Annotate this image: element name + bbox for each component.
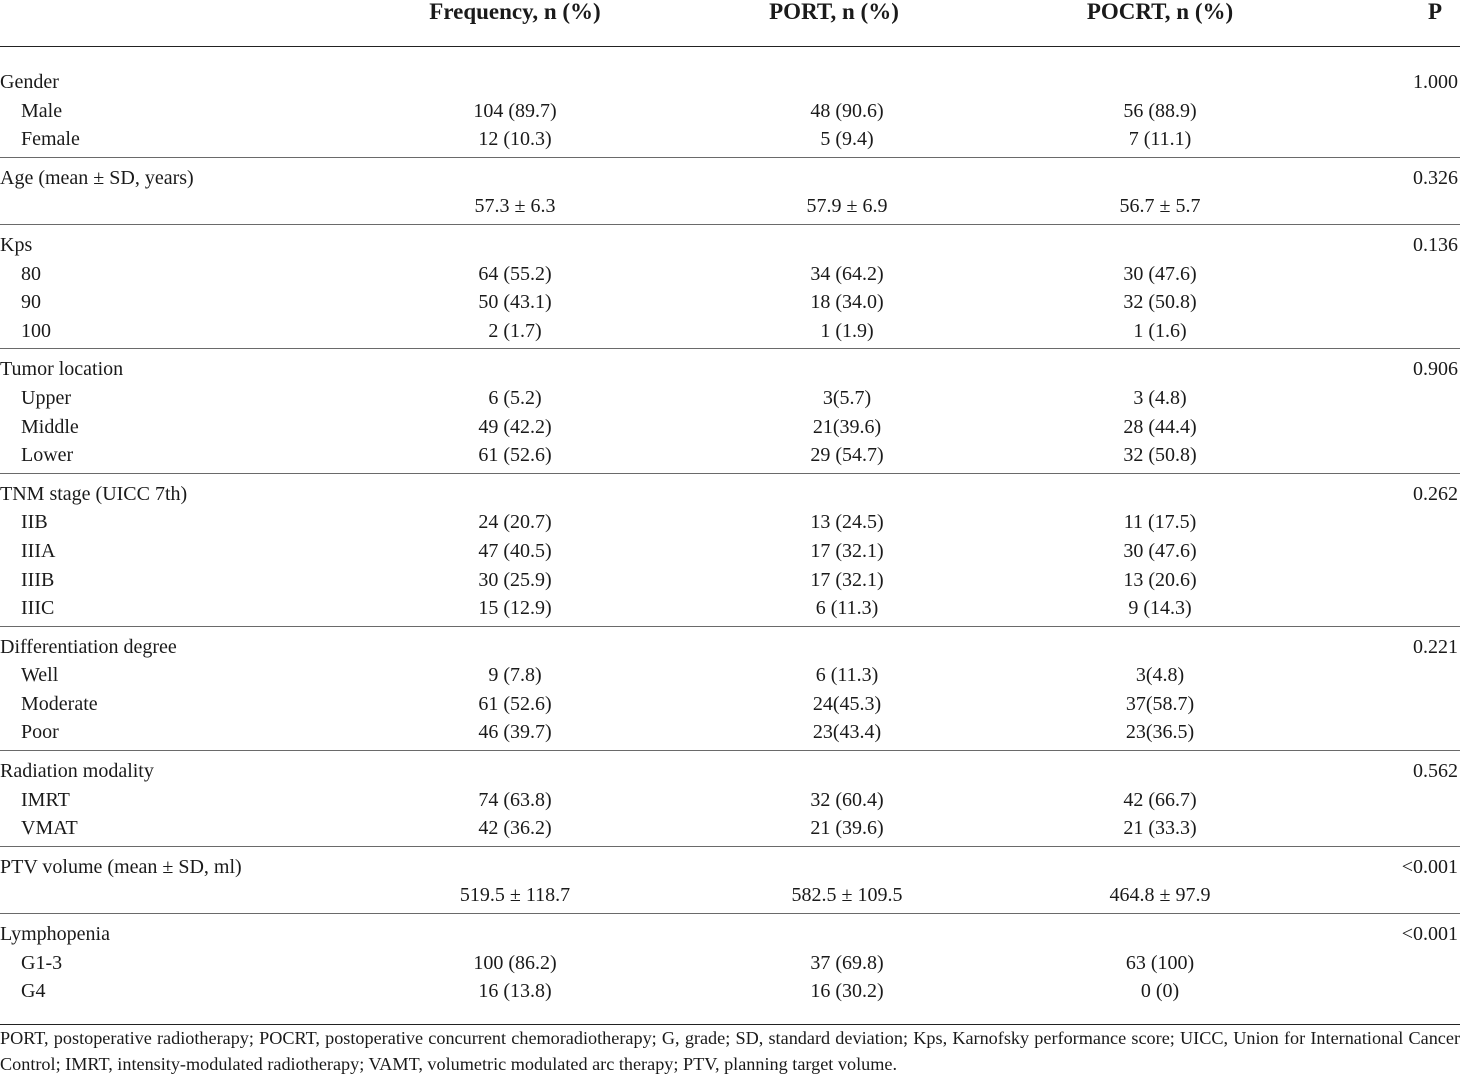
port-cell: 6 (11.3) (815, 664, 879, 687)
frequency-cell: 9 (7.8) (488, 664, 542, 687)
row-label: G1-3 (21, 951, 63, 974)
table-group (0, 225, 1460, 349)
frequency-cell: 30 (25.9) (478, 568, 552, 591)
frequency-cell: 61 (52.6) (478, 444, 552, 467)
group-header-row (0, 67, 1460, 96)
header-pocrt: POCRT, n (%) (1086, 0, 1234, 24)
frequency-cell: 50 (43.1) (478, 291, 552, 314)
row-label: 80 (21, 262, 41, 285)
row-label: 100 (21, 319, 51, 342)
pocrt-cell: 0 (0) (1140, 980, 1180, 1003)
row-label: IIIC (21, 597, 55, 620)
port-cell: 34 (64.2) (810, 262, 884, 285)
port-cell: 29 (54.7) (810, 444, 884, 467)
group-header-row (0, 632, 1460, 661)
table-group (0, 751, 1460, 847)
group-label: PTV volume (mean ± SD, ml) (0, 855, 242, 878)
frequency-cell: 15 (12.9) (478, 597, 552, 620)
frequency-cell: 519.5 ± 118.7 (459, 884, 571, 907)
frequency-cell: 6 (5.2) (488, 386, 542, 409)
frequency-cell: 49 (42.2) (478, 415, 552, 438)
frequency-cell: 57.3 ± 6.3 (474, 195, 556, 218)
row-label: IMRT (21, 788, 70, 811)
pocrt-cell: 3 (4.8) (1133, 386, 1187, 409)
table-row (0, 96, 1460, 125)
table-row (0, 536, 1460, 565)
table-row (0, 660, 1460, 689)
port-cell: 582.5 ± 109.5 (791, 884, 903, 907)
frequency-cell: 12 (10.3) (478, 128, 552, 151)
table-row (0, 689, 1460, 718)
group-header-row (0, 163, 1460, 192)
pocrt-cell: 42 (66.7) (1123, 788, 1197, 811)
table-row (0, 287, 1460, 316)
row-label: Female (21, 128, 80, 151)
table-row (0, 976, 1460, 1005)
row-label: Well (21, 664, 59, 687)
group-header-row (0, 756, 1460, 785)
p-value: <0.001 (1401, 923, 1458, 946)
group-header-row (0, 354, 1460, 383)
port-cell: 17 (32.1) (810, 568, 884, 591)
p-value: 0.562 (1413, 760, 1458, 783)
row-label: Middle (21, 415, 79, 438)
table-row (0, 593, 1460, 622)
group-label: Lymphopenia (0, 923, 110, 946)
row-label: IIIB (21, 568, 55, 591)
pocrt-cell: 30 (47.6) (1123, 262, 1197, 285)
row-label: Poor (21, 721, 59, 744)
pocrt-cell: 1 (1.6) (1133, 319, 1187, 342)
group-header-row (0, 919, 1460, 948)
group-label: Tumor location (0, 358, 124, 381)
port-cell: 37 (69.8) (810, 951, 884, 974)
port-cell: 16 (30.2) (810, 980, 884, 1003)
pocrt-cell: 56 (88.9) (1123, 99, 1197, 122)
group-label: Age (mean ± SD, years) (0, 166, 194, 189)
table-row (0, 124, 1460, 153)
table-row (0, 259, 1460, 288)
frequency-cell: 64 (55.2) (478, 262, 552, 285)
table-row (0, 948, 1460, 977)
port-cell: 17 (32.1) (810, 539, 884, 562)
table-row (0, 785, 1460, 814)
row-label: Moderate (21, 692, 98, 715)
pocrt-cell: 28 (44.4) (1123, 415, 1197, 438)
frequency-cell: 104 (89.7) (473, 99, 557, 122)
frequency-cell: 100 (86.2) (473, 951, 557, 974)
pocrt-cell: 30 (47.6) (1123, 539, 1197, 562)
table-group (0, 158, 1460, 225)
port-cell: 18 (34.0) (810, 291, 884, 314)
table-footnote: PORT, postoperative radiotherapy; POCRT, postoperative concurrent chemoradiotherapy; G, grade; SD, standard deviation; Kps, Karnofsky performance score; UICC, Union for International Cancer Control; IMRT, intensity-modulated radiotherapy; VAMT, volumetric modulated arc therapy; PTV, planning target volume. (0, 1024, 1460, 1077)
group-header-row (0, 479, 1460, 508)
table-row (0, 880, 1460, 909)
p-value: <0.001 (1401, 855, 1458, 878)
row-label: G4 (21, 980, 46, 1003)
pocrt-cell: 9 (14.3) (1128, 597, 1192, 620)
port-cell: 13 (24.5) (810, 511, 884, 534)
frequency-cell: 2 (1.7) (488, 319, 542, 342)
header-frequency: Frequency, n (%) (429, 0, 601, 24)
group-label: Differentiation degree (0, 635, 177, 658)
port-cell: 21(39.6) (812, 415, 882, 438)
table-group (0, 627, 1460, 751)
pocrt-cell: 63 (100) (1125, 951, 1195, 974)
table-row (0, 565, 1460, 594)
pocrt-cell: 3(4.8) (1135, 664, 1185, 687)
group-header-row (0, 230, 1460, 259)
table-row (0, 316, 1460, 345)
pocrt-cell: 32 (50.8) (1123, 291, 1197, 314)
table-group (0, 847, 1460, 914)
group-label: TNM stage (UICC 7th) (0, 482, 188, 505)
port-cell: 1 (1.9) (820, 319, 874, 342)
pocrt-cell: 13 (20.6) (1123, 568, 1197, 591)
frequency-cell: 24 (20.7) (478, 511, 552, 534)
p-value: 0.262 (1413, 482, 1458, 505)
frequency-cell: 42 (36.2) (478, 817, 552, 840)
table-body (0, 47, 1460, 1009)
port-cell: 6 (11.3) (815, 597, 879, 620)
p-value: 0.906 (1413, 358, 1458, 381)
port-cell: 57.9 ± 6.9 (806, 195, 888, 218)
frequency-cell: 46 (39.7) (478, 721, 552, 744)
p-value: 1.000 (1413, 71, 1458, 93)
p-value: 0.221 (1413, 635, 1458, 658)
pocrt-cell: 464.8 ± 97.9 (1109, 884, 1211, 907)
row-label: Upper (21, 386, 71, 409)
port-cell: 48 (90.6) (810, 99, 884, 122)
row-label: Lower (21, 444, 74, 467)
row-label: IIB (21, 511, 48, 534)
pocrt-cell: 37(58.7) (1125, 692, 1195, 715)
table-group (0, 349, 1460, 473)
frequency-cell: 16 (13.8) (478, 980, 552, 1003)
row-label: VMAT (21, 817, 78, 840)
row-label: 90 (21, 291, 41, 314)
pocrt-cell: 32 (50.8) (1123, 444, 1197, 467)
table-row (0, 383, 1460, 412)
table-group (0, 914, 1460, 1009)
frequency-cell: 47 (40.5) (478, 539, 552, 562)
table-row (0, 813, 1460, 842)
p-value: 0.136 (1413, 233, 1458, 256)
table-row (0, 507, 1460, 536)
table-row (0, 440, 1460, 469)
group-label: Radiation modality (0, 760, 154, 783)
pocrt-cell: 7 (11.1) (1128, 128, 1192, 151)
table-row (0, 717, 1460, 746)
pocrt-cell: 21 (33.3) (1123, 817, 1197, 840)
pocrt-cell: 11 (17.5) (1123, 511, 1197, 534)
port-cell: 21 (39.6) (810, 817, 884, 840)
port-cell: 3(5.7) (822, 386, 872, 409)
table-group (0, 474, 1460, 627)
table-row (0, 412, 1460, 441)
row-label: Male (21, 99, 63, 122)
port-cell: 32 (60.4) (810, 788, 884, 811)
group-label: Gender (0, 71, 59, 93)
port-cell: 23(43.4) (812, 721, 882, 744)
pocrt-cell: 23(36.5) (1125, 721, 1195, 744)
port-cell: 5 (9.4) (820, 128, 874, 151)
table-row (0, 191, 1460, 220)
table-group (0, 47, 1460, 158)
frequency-cell: 74 (63.8) (478, 788, 552, 811)
table-header (0, 0, 1460, 47)
port-cell: 24(45.3) (812, 692, 882, 715)
row-label: IIIA (21, 539, 56, 562)
group-header-row (0, 852, 1460, 881)
header-port: PORT, n (%) (769, 0, 899, 24)
header-p: P (1427, 0, 1442, 24)
group-label: Kps (0, 233, 33, 256)
frequency-cell: 61 (52.6) (478, 692, 552, 715)
p-value: 0.326 (1413, 166, 1458, 189)
pocrt-cell: 56.7 ± 5.7 (1119, 195, 1201, 218)
